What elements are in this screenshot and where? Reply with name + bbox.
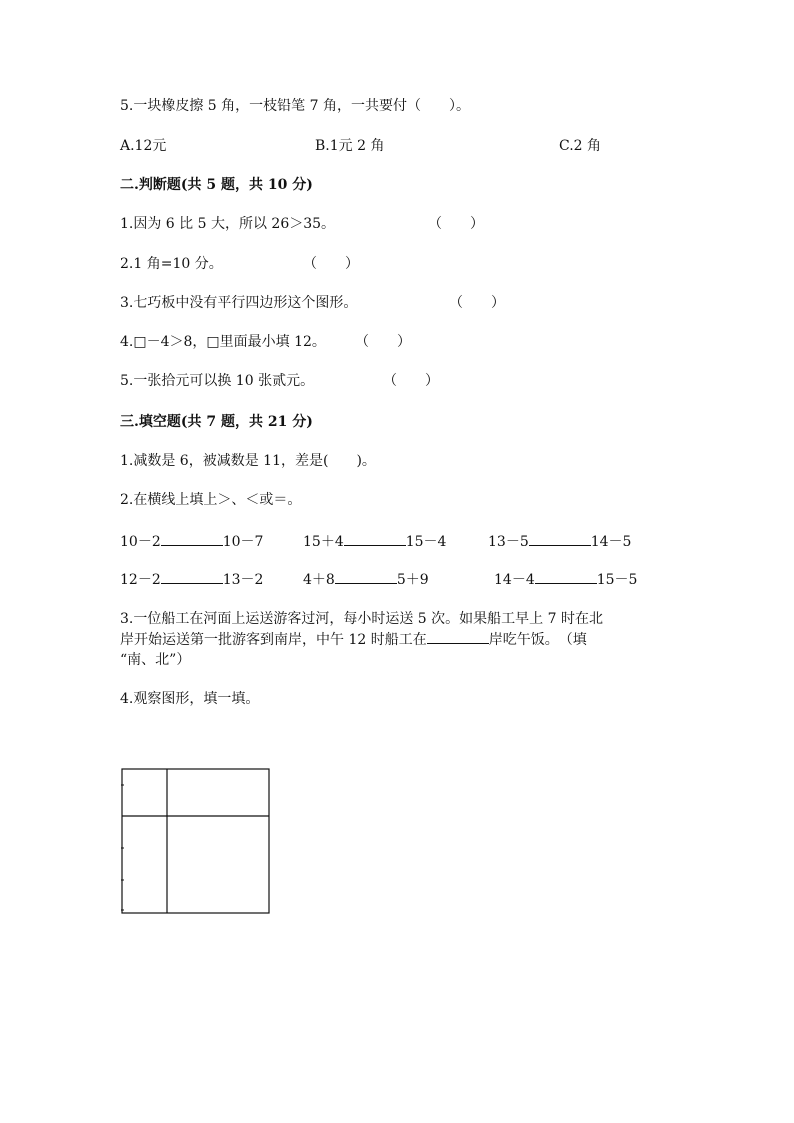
section-2-heading: 二.判断题(共 5 题，共 10 分) [120,177,313,193]
answer-blank[interactable] [161,532,223,546]
option-a: A.12元 [120,138,167,154]
option-b: B.1元 2 角 [315,138,385,154]
compare-cell: 4＋8 5＋9 [303,572,429,588]
tf-item-5-paren: （ ） [383,373,439,389]
tf-item-1-paren: （ ） [428,216,484,232]
fill-q3-line-1: 3.一位船工在河面上运送游客过河，每小时运送 5 次。如果船工早上 7 时在北 [120,611,603,627]
compare-cell: 13－5 14－5 [488,534,632,550]
compare-cell: 14－4 15－5 [494,572,638,588]
tf-item-4-paren: （ ） [355,334,411,350]
answer-blank[interactable] [535,570,597,584]
question-5-text: 5.一块橡皮擦 5 角，一枝铅笔 7 角，一共要付（ ）。 [120,98,470,114]
answer-blank[interactable] [529,532,591,546]
section-3-heading: 三.填空题(共 7 题，共 21 分) [120,414,313,430]
tf-item-5-text: 5.一张拾元可以换 10 张贰元。 [120,373,315,389]
tf-item-3-paren: （ ） [449,295,505,311]
tf-item-1-text: 1.因为 6 比 5 大，所以 26＞35。 [120,216,336,232]
figure-outer-rect [122,769,269,913]
compare-cell: 10－2 10－7 [120,534,264,550]
tf-item-2-paren: （ ） [303,256,359,272]
tf-item-3-text: 3.七巧板中没有平行四边形这个图形。 [120,295,358,311]
compare-cell: 12－2 13－2 [120,572,264,588]
option-c: C.2 角 [559,138,602,154]
tf-item-2-text: 2.1 角=10 分。 [120,256,223,272]
fill-q1: 1.减数是 6，被减数是 11，差是( )。 [120,453,376,469]
tf-item-4-text: 4.□－4＞8，□里面最小填 12。 [120,334,326,350]
fill-q3-line-3: “南、北”） [120,652,191,668]
fill-q4-text: 4.观察图形，填一填。 [120,691,260,707]
fill-q3-line-2: 岸开始运送第一批游客到南岸，中午 12 时船工在 岸吃午饭。 （填 [120,632,587,648]
answer-blank[interactable] [427,630,489,644]
answer-blank[interactable] [161,570,223,584]
compare-cell: 15＋4 15－4 [303,534,447,550]
divided-rectangle-figure [121,768,271,915]
fill-q2-text: 2.在横线上填上＞、＜或＝。 [120,492,302,508]
answer-blank[interactable] [344,532,406,546]
answer-blank[interactable] [335,570,397,584]
